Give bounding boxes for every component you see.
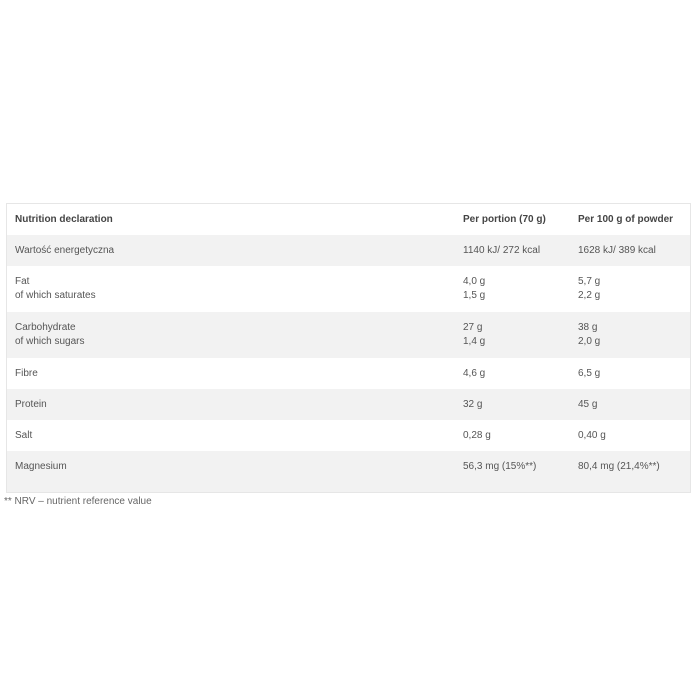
portion-value-text: 1140 kJ/ 272 kcal (463, 244, 541, 256)
per100-value-text: 38 g (578, 322, 598, 333)
per100-value (570, 312, 690, 358)
nutrient-label: Fibre (15, 367, 38, 379)
table-row-energy (7, 235, 690, 266)
nutrient-label: Wartość energetyczna (15, 244, 115, 256)
nutrient-name (7, 420, 455, 451)
portion-value (455, 389, 570, 420)
nutrient-label: Protein (15, 398, 47, 410)
portion-value-text: 0,28 g (463, 429, 491, 441)
nutrient-name (7, 451, 455, 482)
per100-value (570, 420, 690, 451)
nutrition-table (7, 204, 690, 492)
nutrition-table-container (6, 203, 691, 493)
portion-value-text: 56,3 mg (15%**) (463, 460, 537, 472)
table-body (7, 235, 690, 492)
portion-value (455, 420, 570, 451)
table-row-carbohydrate (7, 312, 690, 358)
header-nutrition-declaration: Nutrition declaration (15, 213, 113, 225)
table-row-fibre (7, 358, 690, 389)
per100-value-text: 6,5 g (578, 367, 601, 379)
per100-subvalue-text: 2,2 g (578, 290, 601, 301)
per100-value (570, 266, 690, 312)
per100-value (570, 389, 690, 420)
table-row-magnesium (7, 451, 690, 482)
spacer-cell (570, 482, 690, 492)
nutrient-name (7, 266, 455, 312)
header-per-portion: Per portion (70 g) (463, 213, 546, 225)
footnote-text: ** NRV – nutrient reference value (4, 496, 152, 507)
portion-value-text: 4,6 g (463, 367, 486, 379)
header-row (7, 204, 690, 235)
portion-value (455, 235, 570, 266)
nutrient-name (7, 312, 455, 358)
portion-value-text: 32 g (463, 398, 483, 410)
per100-value (570, 358, 690, 389)
spacer-cell (455, 482, 570, 492)
table-row-fat (7, 266, 690, 312)
nutrient-sublabel: of which saturates (15, 290, 96, 301)
nutrient-name (7, 358, 455, 389)
portion-value (455, 266, 570, 312)
portion-value-text: 4,0 g (463, 276, 486, 287)
nutrient-label: Carbohydrate (15, 322, 76, 333)
per100-value (570, 451, 690, 482)
spacer-cell (7, 482, 455, 492)
nutrient-label: Magnesium (15, 460, 67, 472)
nutrient-name (7, 389, 455, 420)
nutrient-name (7, 235, 455, 266)
nutrient-sublabel: of which sugars (15, 336, 85, 347)
nutrient-label: Salt (15, 429, 33, 441)
per100-subvalue-text: 2,0 g (578, 336, 601, 347)
nutrient-label: Fat (15, 276, 30, 287)
portion-value (455, 312, 570, 358)
per100-value-text: 5,7 g (578, 276, 601, 287)
table-header (7, 204, 690, 235)
table-row-spacer (7, 482, 690, 492)
per100-value-text: 80,4 mg (21,4%**) (578, 460, 660, 472)
per100-value-text: 1628 kJ/ 389 kcal (578, 244, 656, 256)
table-row-salt (7, 420, 690, 451)
header-per-100g: Per 100 g of powder (578, 213, 674, 225)
portion-value-text: 27 g (463, 322, 483, 333)
per100-value-text: 0,40 g (578, 429, 606, 441)
portion-value (455, 358, 570, 389)
table-row-protein (7, 389, 690, 420)
portion-subvalue-text: 1,5 g (463, 290, 486, 301)
footnote (4, 493, 304, 507)
portion-subvalue-text: 1,4 g (463, 336, 486, 347)
portion-value (455, 451, 570, 482)
per100-value (570, 235, 690, 266)
per100-value-text: 45 g (578, 398, 598, 410)
